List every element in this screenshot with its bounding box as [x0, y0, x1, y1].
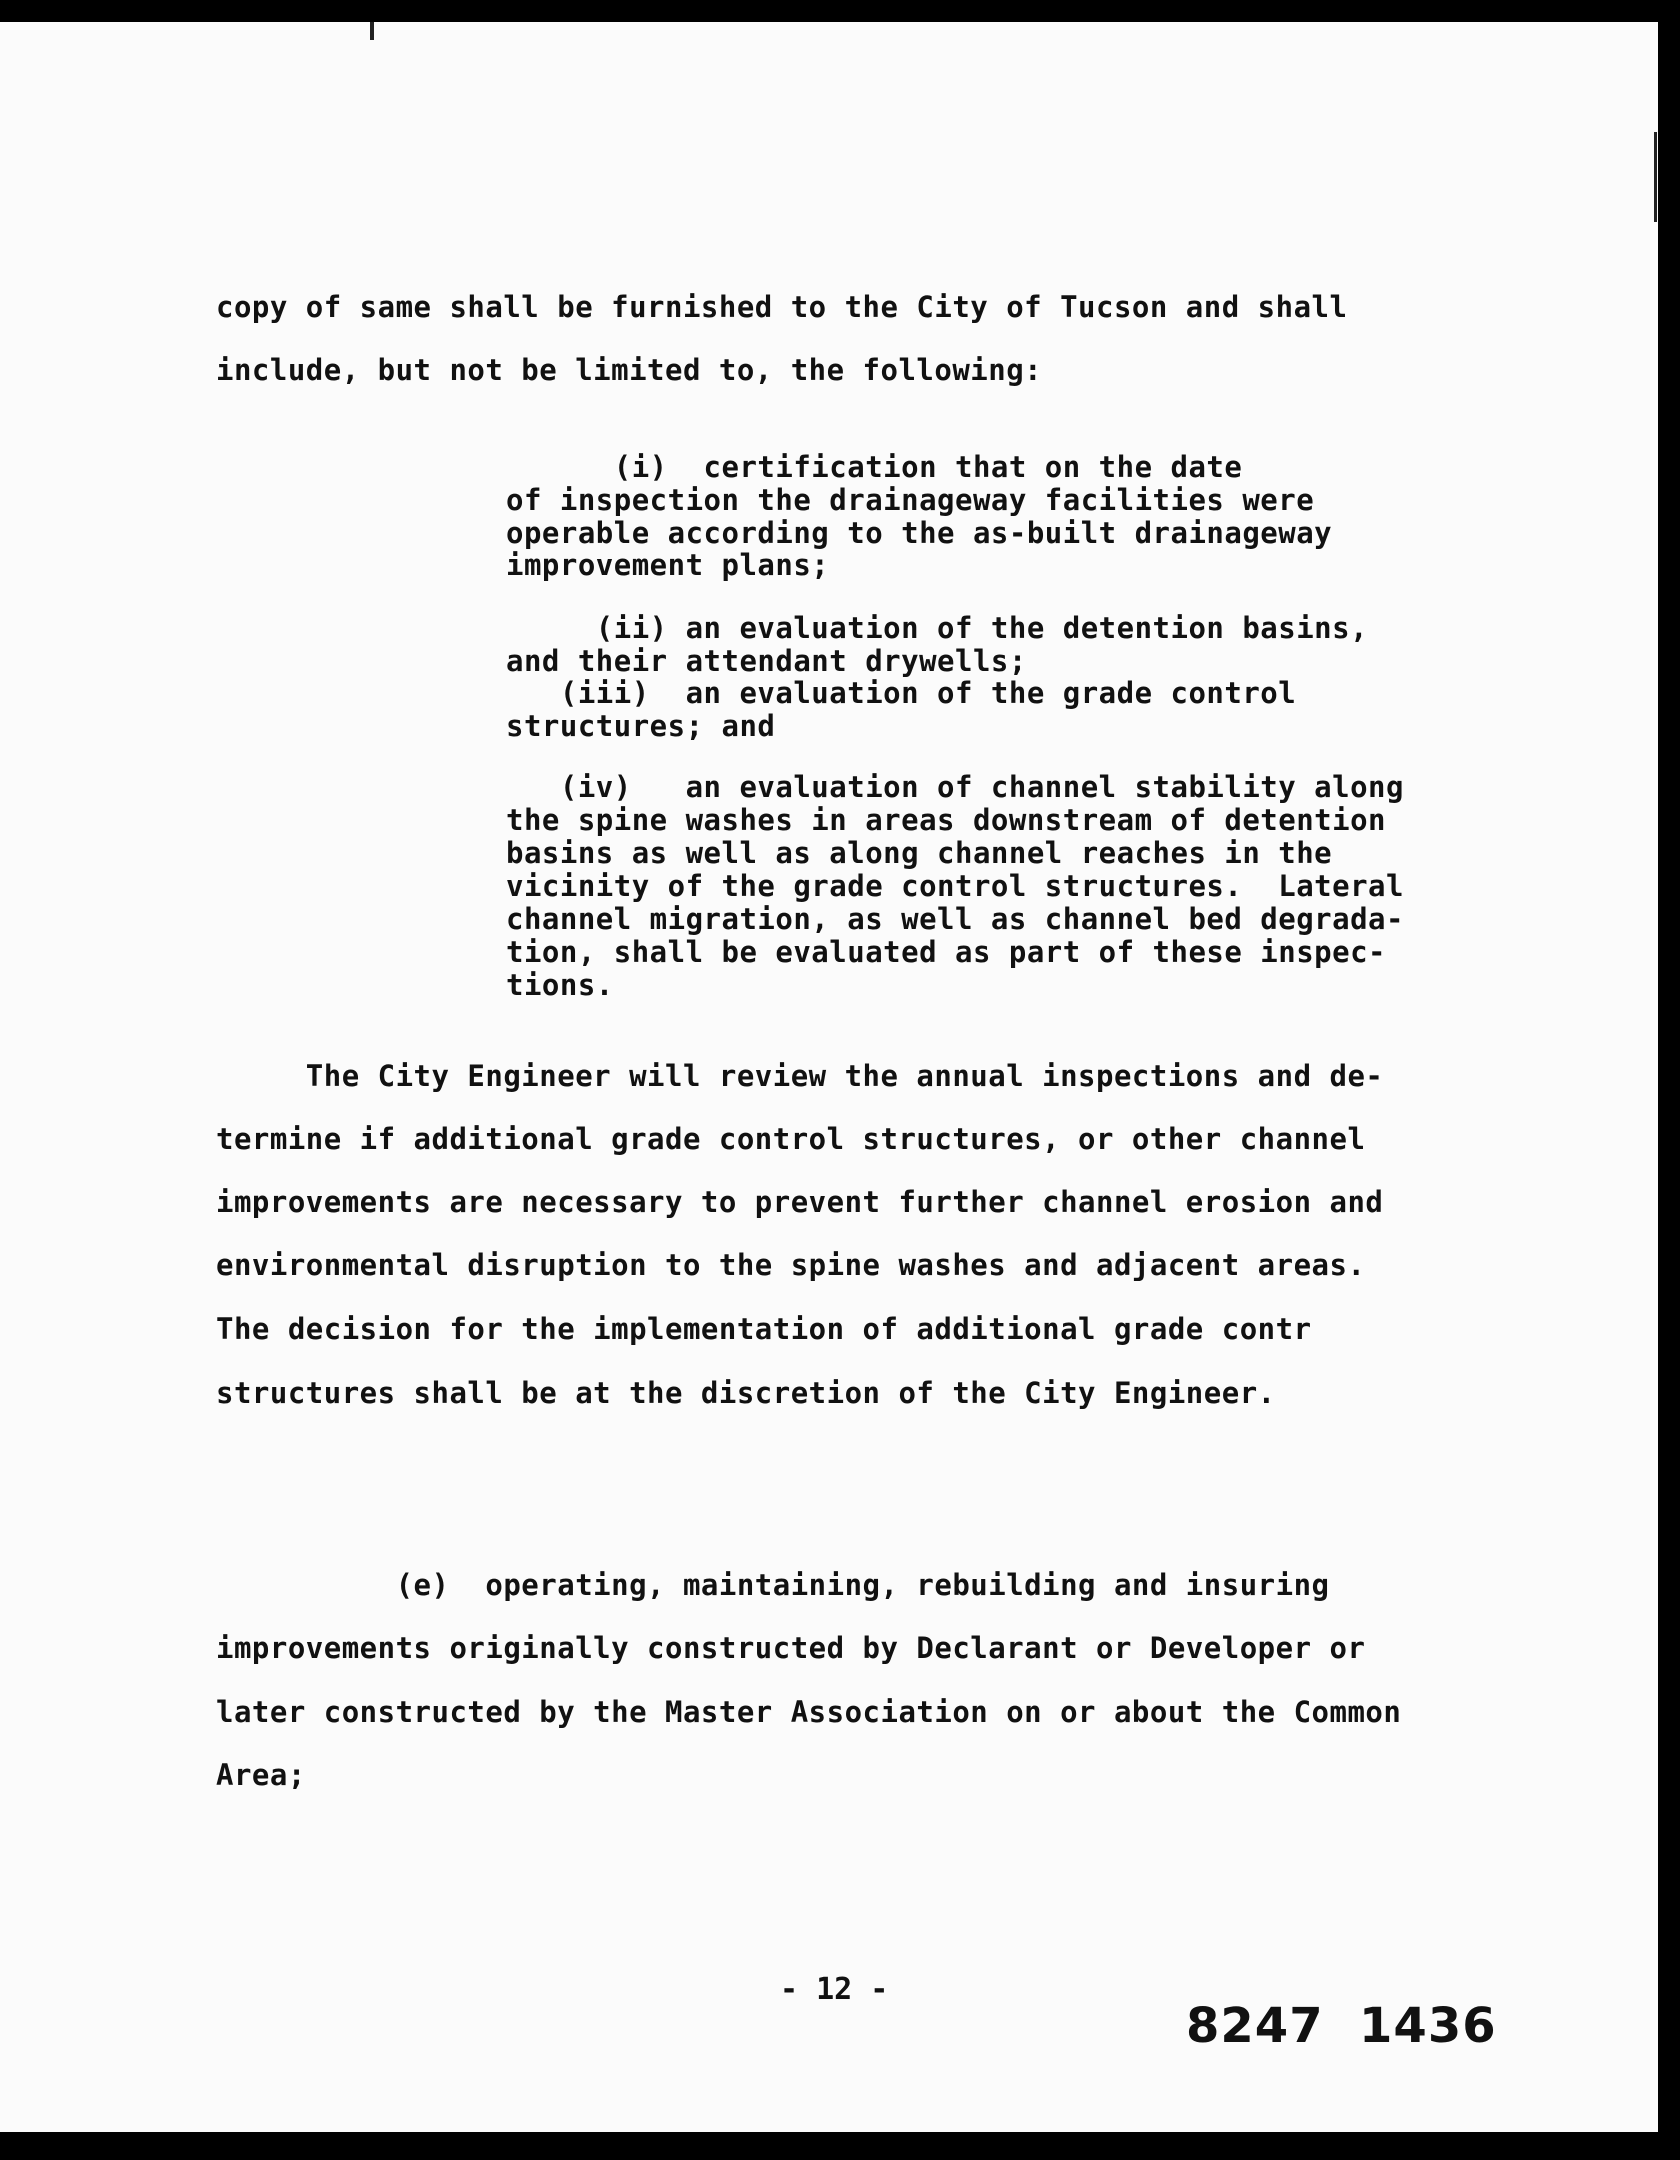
- engineer-line-1: The City Engineer will review the annual inspections and de-: [216, 1059, 1384, 1093]
- item-ii-line-1: (ii) an evaluation of the detention basins,: [506, 611, 1369, 645]
- item-iv-line-3: basins as well as along channel reaches in the: [506, 836, 1333, 870]
- item-ii-line-2: and their attendant drywells;: [506, 644, 1027, 678]
- intro-line-2: include, but not be limited to, the following:: [216, 353, 1043, 387]
- item-iv-line-5: channel migration, as well as channel bed degrada-: [506, 902, 1404, 936]
- item-i-line-3: operable according to the as-built drainageway: [506, 516, 1333, 550]
- document-body: [0, 22, 1658, 2132]
- para-e-line-3: later constructed by the Master Association on or about the Common: [216, 1695, 1402, 1729]
- para-e-line-1: (e) operating, maintaining, rebuilding and insuring: [216, 1568, 1330, 1602]
- item-iii-line-1: (iii) an evaluation of the grade control: [506, 676, 1297, 710]
- item-i-line-1: (i) certification that on the date: [506, 450, 1243, 484]
- page-number: - 12 -: [780, 1972, 889, 2007]
- engineer-line-2: termine if additional grade control structures, or other channel: [216, 1122, 1366, 1156]
- item-iv-line-4: vicinity of the grade control structures. Lateral: [506, 869, 1404, 903]
- engineer-line-3: improvements are necessary to prevent further channel erosion and: [216, 1185, 1384, 1219]
- engineer-line-5: The decision for the implementation of additional grade contr: [216, 1312, 1312, 1346]
- item-i-line-4: improvement plans;: [506, 548, 830, 582]
- item-iv-line-2: the spine washes in areas downstream of detention: [506, 803, 1387, 837]
- item-iv-line-1: (iv) an evaluation of channel stability along: [506, 770, 1404, 804]
- document-page: [0, 22, 1658, 2132]
- item-i-line-2: of inspection the drainageway facilities were: [506, 483, 1315, 517]
- engineer-line-6: structures shall be at the discretion of the City Engineer.: [216, 1376, 1276, 1410]
- engineer-line-4: environmental disruption to the spine washes and adjacent areas.: [216, 1248, 1366, 1282]
- item-iii-line-2: structures; and: [506, 709, 776, 743]
- para-e-line-2: improvements originally constructed by Declarant or Developer or: [216, 1631, 1366, 1665]
- item-iv-line-7: tions.: [506, 968, 614, 1002]
- para-e-line-4: Area;: [216, 1758, 306, 1792]
- intro-line-1: copy of same shall be furnished to the City of Tucson and shall: [216, 290, 1348, 324]
- document-number: 8247 1436: [1186, 1998, 1497, 2054]
- item-iv-line-6: tion, shall be evaluated as part of these inspec-: [506, 935, 1387, 969]
